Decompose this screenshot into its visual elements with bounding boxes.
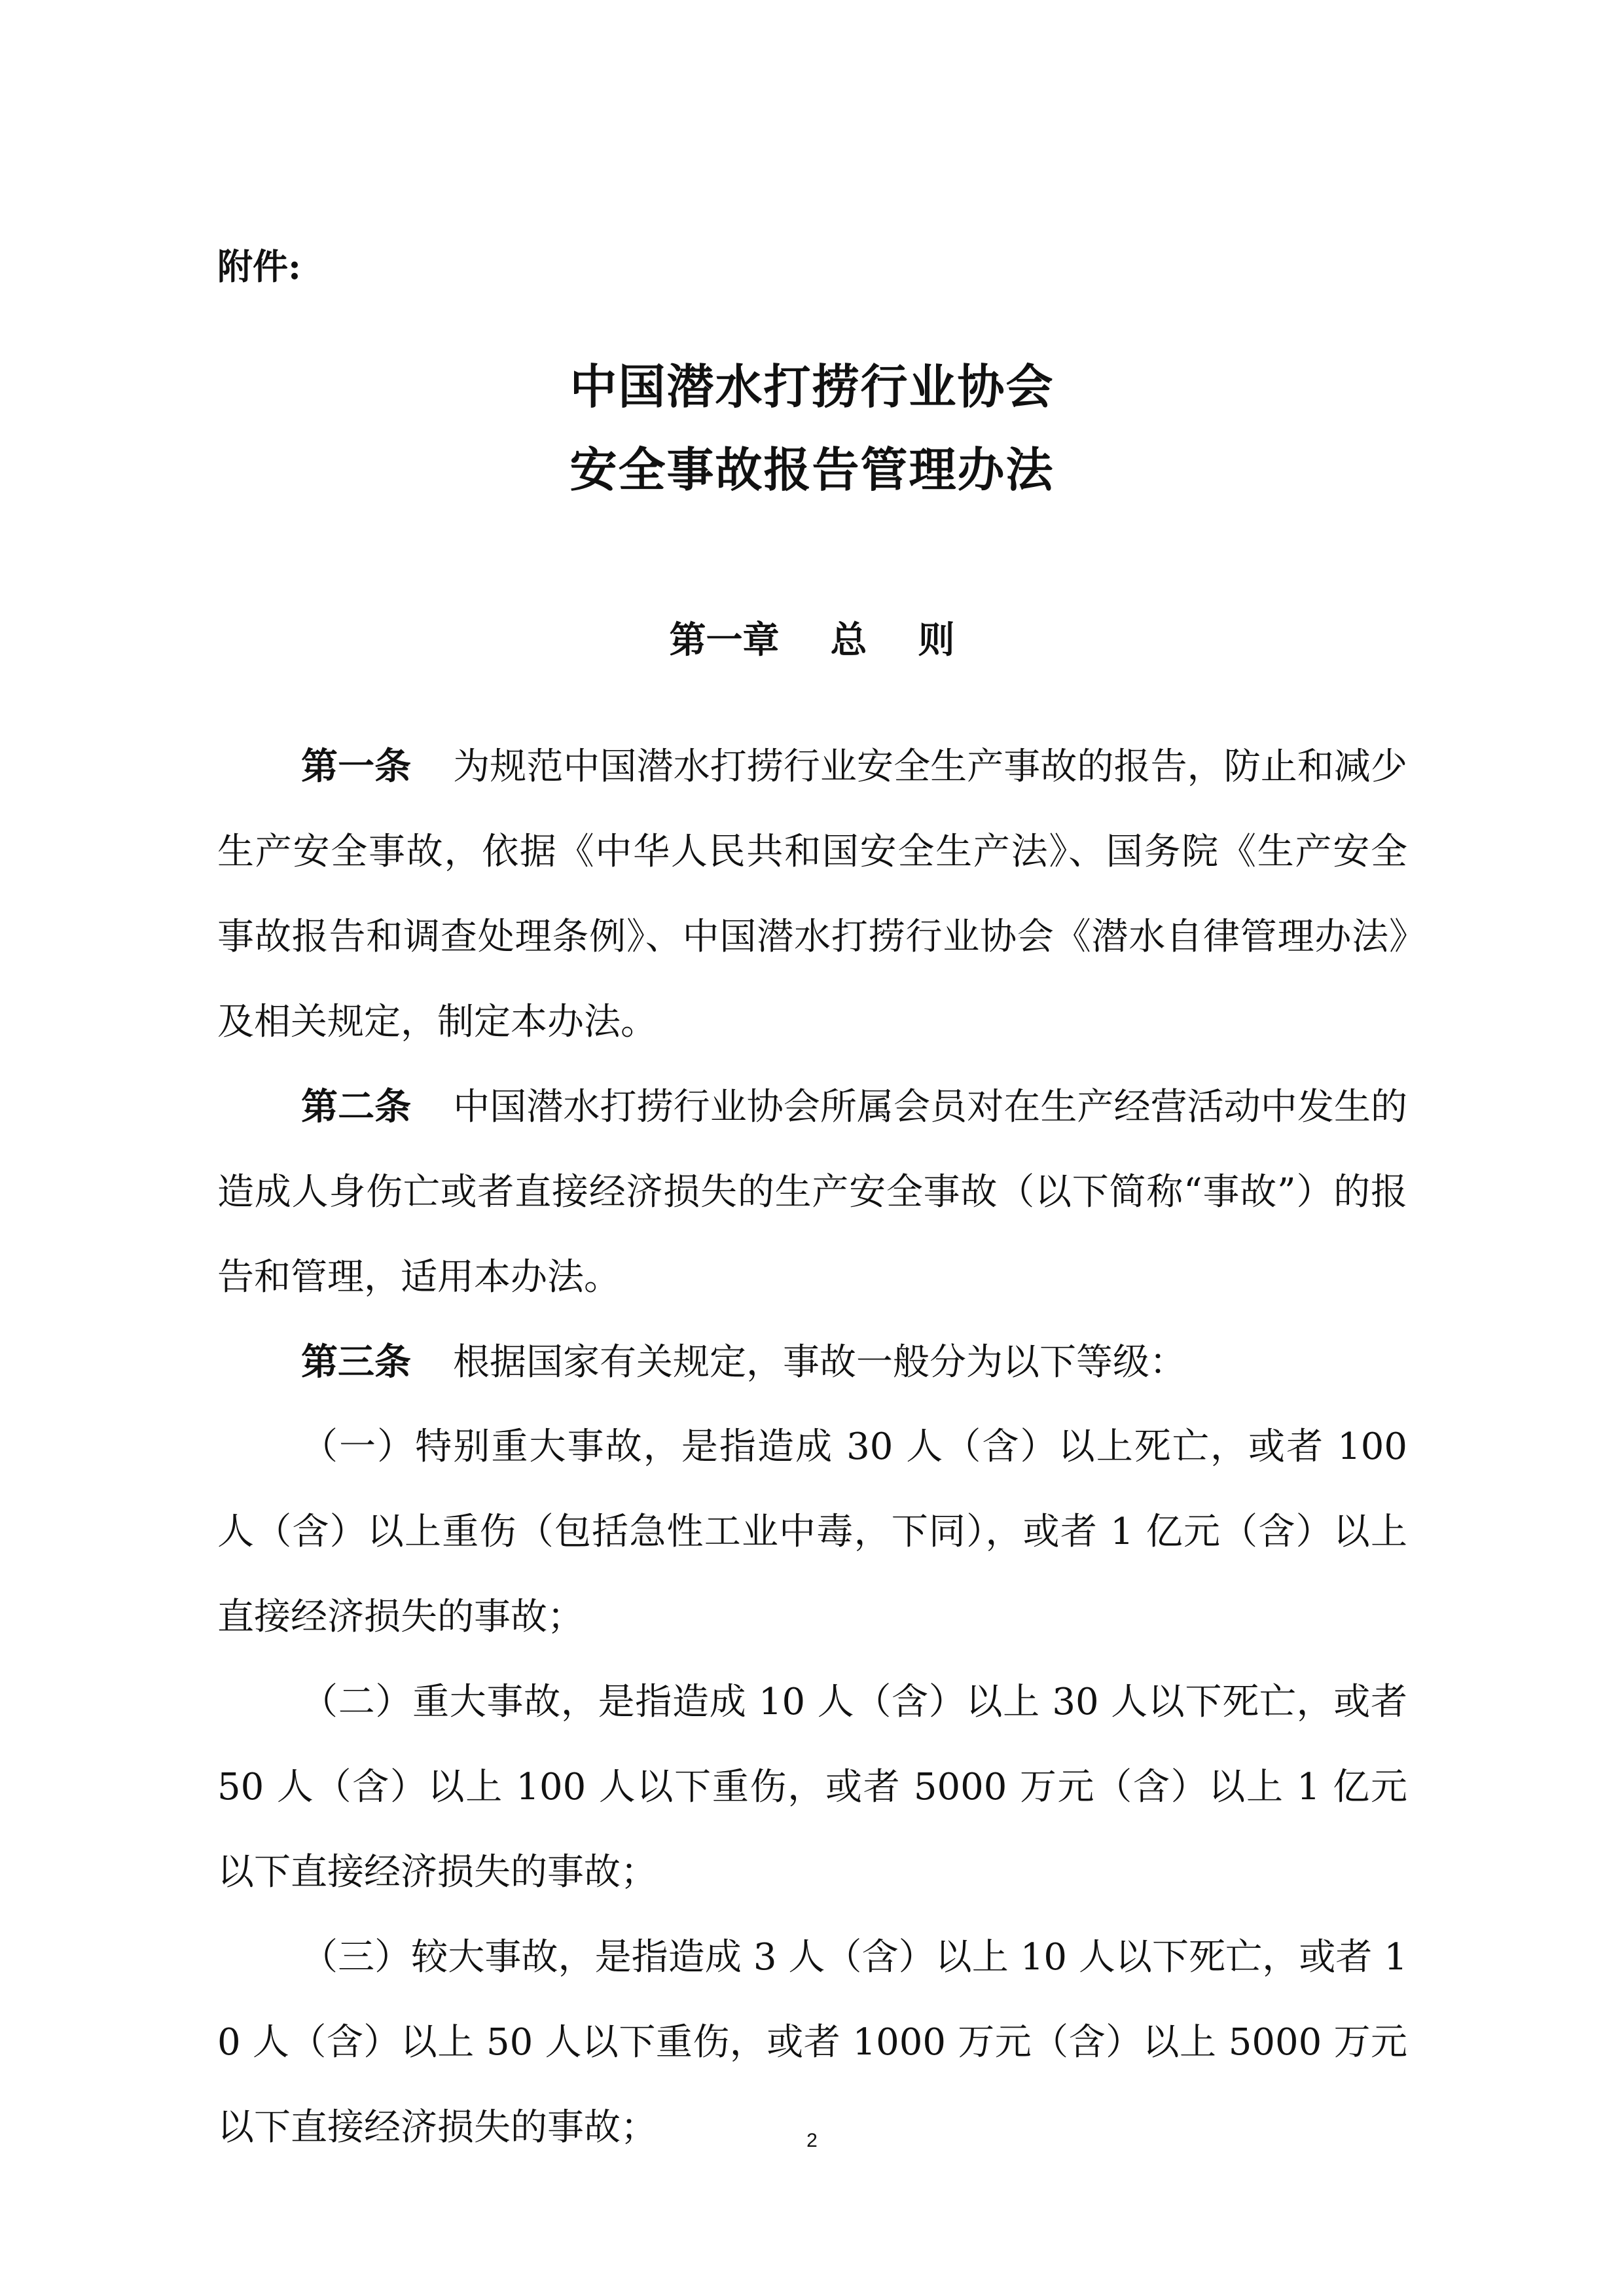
article-3: [217, 1319, 1407, 1405]
article-2: [217, 1064, 1407, 1320]
article-number: 第一条: [301, 745, 412, 788]
article-text: 中国潜水打捞行业协会所属会员对在生产经营活动中发生的造成人身伤亡或者直接经济损失的生产安全事故（以下简称“事故”）的报告和管理，适用本办法。: [217, 1086, 1408, 1299]
accident-level-3: （三）较大事故，是指造成 3 人（含）以上 10 人以下死亡，或者 10 人（含）以上 50 人以下重伤，或者 1000 万元（含）以上 5000 万元以下直接经济损失的事故；: [217, 1936, 1407, 2149]
article-number: 第二条: [301, 1085, 412, 1128]
document-title-line-2: 安全事故报告管理办法: [569, 442, 1055, 497]
article-number: 第三条: [301, 1340, 411, 1384]
page-number: 2: [806, 2130, 818, 2151]
document-title-line-1: 中国潜水打捞行业协会: [569, 359, 1055, 414]
accident-level-2: （二）重大事故，是指造成 10 人（含）以上 30 人以下死亡，或者 50 人（含）以上 100 人以下重伤，或者 5000 万元（含）以上 1 亿元以下直接经济损失的事故；: [217, 1681, 1407, 1893]
attachment-label: 附件:: [217, 245, 301, 287]
article-text: 为规范中国潜水打捞行业安全生产事故的报告，防止和减少生产安全事故，依据《中华人民共和国安全生产法》、国务院《生产安全事故报告和调查处理条例》、中国潜水打捞行业协会《潜水自律管理办法》及相关规定，制定本办法。: [217, 745, 1408, 1043]
article-text: 根据国家有关规定，事故一般分为以下等级：: [453, 1341, 1186, 1384]
article-1: [217, 724, 1407, 1065]
chapter-heading: 第一章 总 则: [669, 619, 955, 662]
accident-level-1: （一）特别重大事故，是指造成 30 人（含）以上死亡，或者 100 人（含）以上重伤（包括急性工业中毒，下同），或者 1 亿元（含）以上直接经济损失的事故；: [217, 1426, 1407, 1638]
